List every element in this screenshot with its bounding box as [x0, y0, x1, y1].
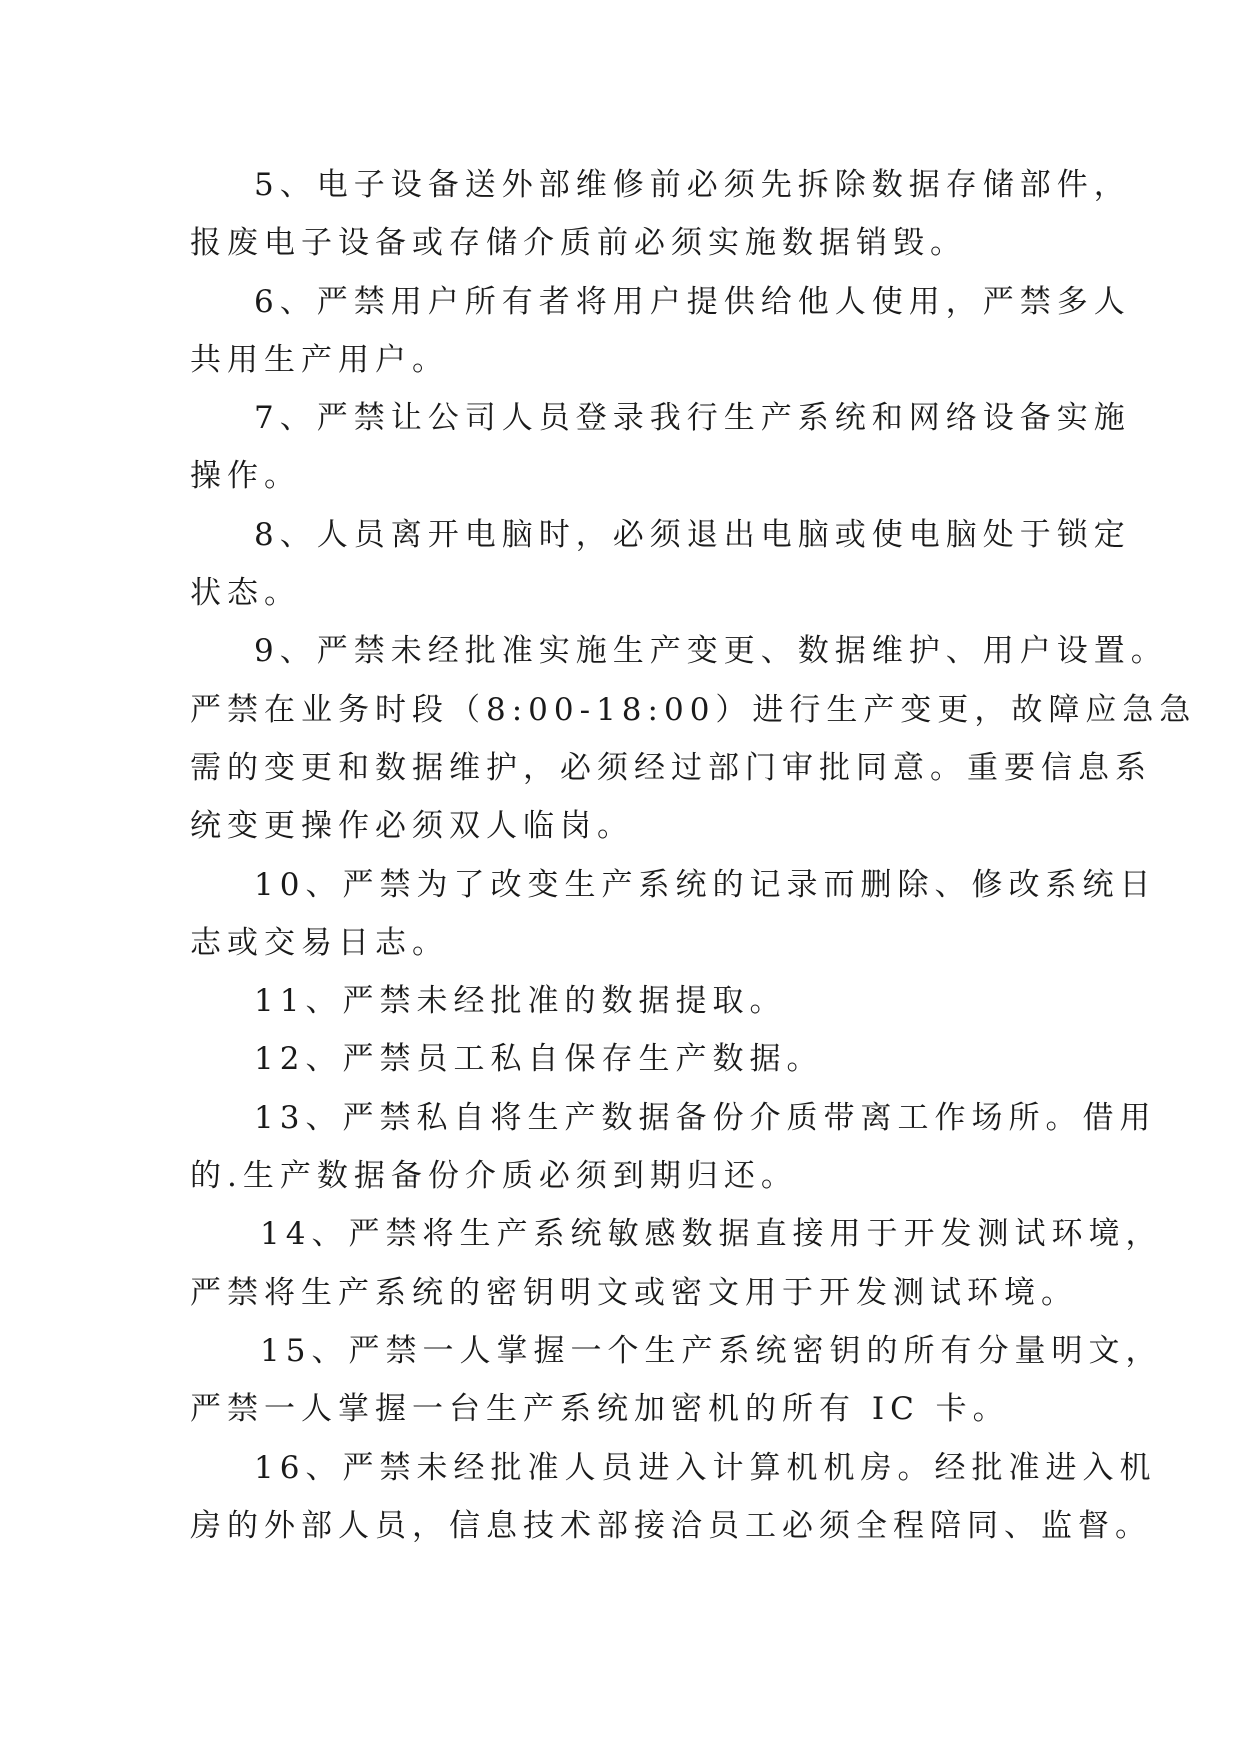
paragraph-line: 共用生产用户。 [190, 341, 449, 378]
paragraph-16 [190, 1439, 1157, 1556]
paragraph-line: 严禁将生产系统的密钥明文或密文用于开发测试环境。 [190, 1274, 1078, 1311]
paragraph-8 [190, 506, 1131, 623]
paragraph-line: 16、严禁未经批准人员进入计算机机房。经批准进入机 [254, 1449, 1157, 1486]
paragraph-line: 状态。 [190, 575, 301, 612]
paragraph-line: 6、严禁用户所有者将用户提供给他人使用，严禁多人 [254, 283, 1131, 320]
paragraph-line: 11、严禁未经批准的数据提取。 [254, 983, 787, 1020]
paragraph-line: 报废电子设备或存储介质前必须实施数据销毁。 [190, 225, 967, 262]
paragraph-line: 9、严禁未经批准实施生产变更、数据维护、用户设置。 [254, 633, 1168, 670]
paragraph-7 [190, 389, 1131, 506]
paragraph-line: 13、严禁私自将生产数据备份介质带离工作场所。借用 [254, 1099, 1157, 1136]
paragraph-line: 12、严禁员工私自保存生产数据。 [254, 1041, 824, 1078]
paragraph-13 [190, 1089, 1157, 1206]
paragraph-6 [190, 273, 1131, 390]
paragraph-10 [190, 856, 1157, 973]
paragraph-12 [190, 1030, 1050, 1088]
paragraph-line: 统变更操作必须双人临岗。 [190, 808, 634, 845]
paragraph-5 [190, 156, 1131, 273]
paragraph-line: 严禁在业务时段（8:00-18:00）进行生产变更，故障应急急 [190, 691, 1197, 728]
paragraph-line: 10、严禁为了改变生产系统的记录而删除、修改系统日 [254, 866, 1157, 903]
paragraph-line: 操作。 [190, 458, 301, 495]
paragraph-line: 15、严禁一人掌握一个生产系统密钥的所有分量明文， [260, 1332, 1163, 1369]
paragraph-11 [190, 972, 1050, 1030]
paragraph-line: 房的外部人员，信息技术部接洽员工必须全程陪同、监督。 [190, 1507, 1152, 1544]
paragraph-line: 严禁一人掌握一台生产系统加密机的所有 IC 卡。 [190, 1391, 1010, 1428]
paragraph-14 [190, 1205, 1163, 1322]
paragraph-9 [190, 622, 1197, 855]
paragraph-line: 14、严禁将生产系统敏感数据直接用于开发测试环境， [260, 1216, 1163, 1253]
paragraph-line: 7、严禁让公司人员登录我行生产系统和网络设备实施 [254, 400, 1131, 437]
document-body [190, 156, 1197, 1555]
paragraph-line: 的.生产数据备份介质必须到期归还。 [190, 1158, 798, 1195]
paragraph-15 [190, 1322, 1163, 1439]
paragraph-line: 需的变更和数据维护，必须经过部门审批同意。重要信息系 [190, 749, 1152, 786]
paragraph-line: 5、电子设备送外部维修前必须先拆除数据存储部件， [254, 167, 1131, 203]
paragraph-line: 8、人员离开电脑时，必须退出电脑或使电脑处于锁定 [254, 516, 1131, 553]
paragraph-line: 志或交易日志。 [190, 924, 449, 961]
